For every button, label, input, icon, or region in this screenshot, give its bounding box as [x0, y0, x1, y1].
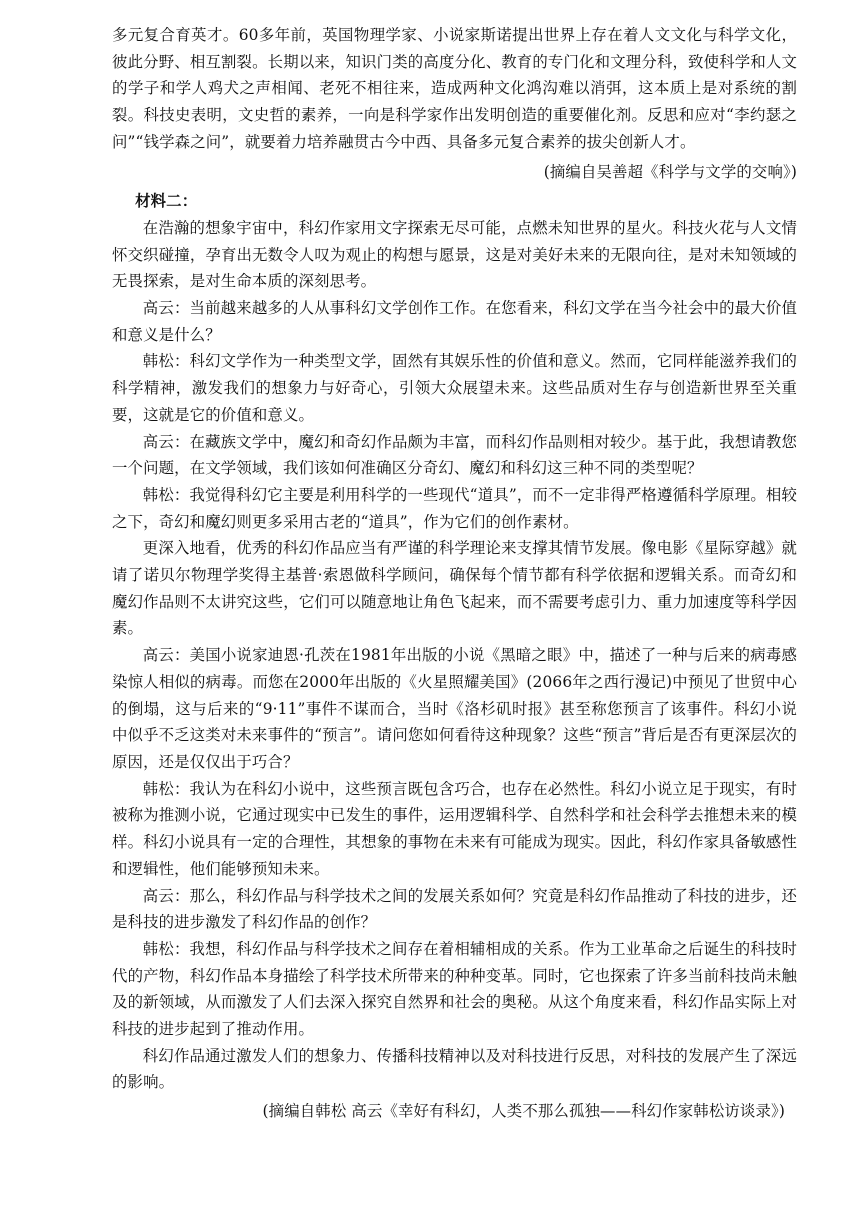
material-2-paragraph: 高云：那么，科幻作品与科学技术之间的发展关系如何？究竟是科幻作品推动了科技的进步，还是科技的进步激发了科幻作品的创作？	[112, 886, 797, 932]
passage-top-paragraph: 多元复合育英才。60多年前，英国物理学家、小说家斯诺提出世界上存在着人文文化与科学文化，彼此分野、相互割裂。长期以来，知识门类的高度分化、教育的专门化和文理分科，致使科学和人文的学子和学人鸡犬之声相闻、老死不相往来，造成两种文化鸿沟难以消弭，这本质上是对系统的割裂。科技史表明，文史哲的素养，一向是科学家作出发明创造的重要催化剂。反思和应对“李约瑟之问”“钱学森之问”，就要着力培养融贯古今中西、具备多元复合素养的拔尖创新人才。	[112, 26, 797, 151]
material-2-source: (摘编自韩松 高云《幸好有科幻，人类不那么孤独——科幻作家韩松访谈录》)	[262, 1102, 785, 1121]
material-2-paragraph: 韩松：我认为在科幻小说中，这些预言既包含巧合，也存在必然性。科幻小说立足于现实，有时被称为推测小说，它通过现实中已发生的事件，运用逻辑科学、自然科学和社会科学去推想未来的模样。科幻小说具有一定的合理性，其想象的事物在未来有可能成为现实。因此，科幻作家具备敏感性和逻辑性，他们能够预知未来。	[112, 779, 797, 878]
document-content	[112, 22, 797, 1125]
material-2-paragraph: 高云：美国小说家迪恩·孔茨在1981年出版的小说《黑暗之眼》中，描述了一种与后来的病毒感染惊人相似的病毒。而您在2000年出版的《火星照耀美国》(2066年之西行漫记)中预见了世贸中心的倒塌，这与后来的“9·11”事件不谋而合，当时《洛杉矶时报》甚至称您预言了该事件。科幻小说中似乎不乏这类对未来事件的“预言”。请问您如何看待这种现象？这些“预言”背后是否有更深层次的原因，还是仅仅出于巧合？	[112, 646, 797, 771]
material-2-paragraph: 科幻作品通过激发人们的想象力、传播科技精神以及对科技进行反思，对科技的发展产生了深远的影响。	[112, 1046, 797, 1092]
material-2-paragraph: 高云：当前越来越多的人从事科幻文学创作工作。在您看来，科幻文学在当今社会中的最大价值和意义是什么？	[112, 299, 797, 344]
material-2-paragraph: 韩松：我觉得科幻它主要是利用科学的一些现代“道具”，而不一定非得严格遵循科学原理。相较之下，奇幻和魔幻则更多采用古老的“道具”，作为它们的创作素材。	[112, 485, 797, 531]
material-2-paragraph: 在浩瀚的想象宇宙中，科幻作家用文字探索无尽可能，点燃未知世界的星火。科技火花与人文情怀交织碰撞，孕育出无数令人叹为观止的构想与愿景，这是对美好未来的无限向往，是对未知领域的无畏探索，是对生命本质的深刻思考。	[112, 218, 797, 291]
material-2-paragraph: 韩松：科幻文学作为一种类型文学，固然有其娱乐性的价值和意义。然而，它同样能滋养我们的科学精神，激发我们的想象力与好奇心，引领大众展望未来。这些品质对生存与创造新世界至关重要，这就是它的价值和意义。	[112, 352, 797, 424]
material-2-paragraph: 韩松：我想，科幻作品与科学技术之间存在着相辅相成的关系。作为工业革命之后诞生的科技时代的产物，科幻作品本身描绘了科学技术所带来的种种变革。同时，它也探索了许多当前科技尚未触及的新领域，从而激发了人们去深入探究自然界和社会的奥秘。从这个角度来看，科幻作品实际上对科技的进步起到了推动作用。	[112, 939, 797, 1039]
material-2-heading: 材料二：	[135, 192, 198, 211]
material-2-paragraph: 更深入地看，优秀的科幻作品应当有严谨的科学理论来支撑其情节发展。像电影《星际穿越》就请了诺贝尔物理学奖得主基普·索恩做科学顾问，确保每个情节都有科学依据和逻辑关系。而奇幻和魔幻作品则不太讲究这些，它们可以随意地让角色飞起来，而不需要考虑引力、重力加速度等科学因素。	[112, 539, 797, 638]
passage-top-source: (摘编自吴善超《科学与文学的交响》)	[543, 162, 797, 181]
material-2-paragraph: 高云：在藏族文学中，魔幻和奇幻作品颇为丰富，而科幻作品则相对较少。基于此，我想请教您一个问题，在文学领域，我们该如何准确区分奇幻、魔幻和科幻这三种不同的类型呢？	[112, 432, 797, 478]
